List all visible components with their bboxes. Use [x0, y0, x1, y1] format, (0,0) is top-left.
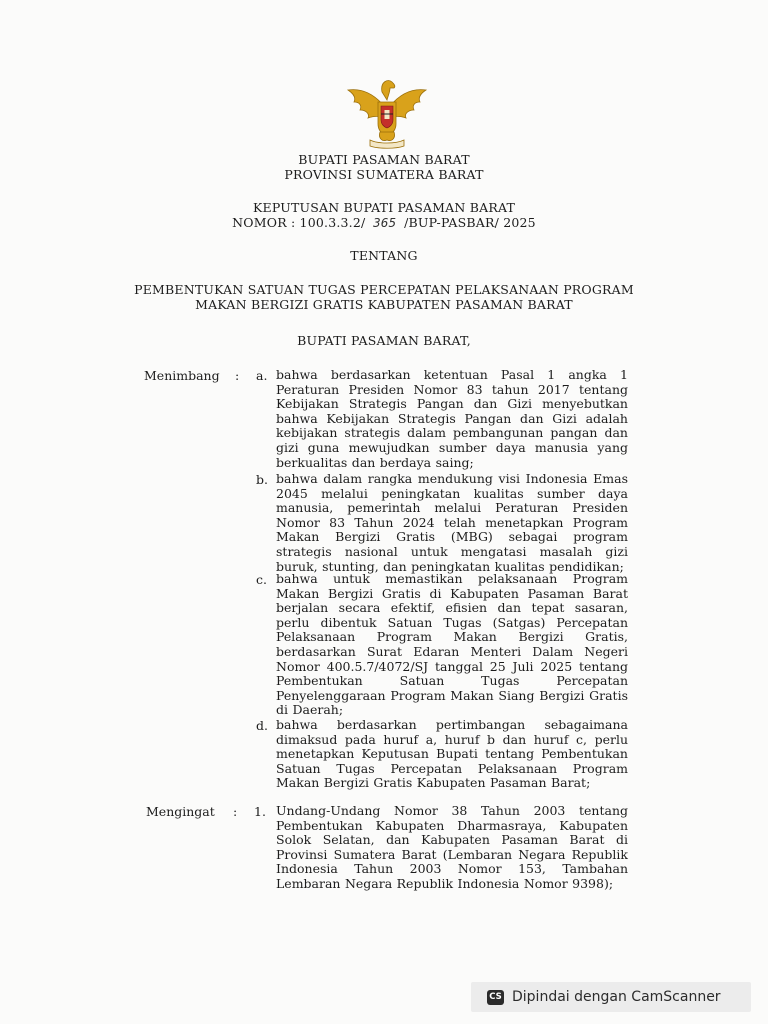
- menimbang-colon: :: [235, 368, 240, 383]
- subject-line-1: PEMBENTUKAN SATUAN TUGAS PERCEPATAN PELAKSANAAN PROGRAM: [134, 282, 634, 297]
- garuda-pancasila-emblem-icon: [344, 72, 430, 150]
- issuer-title: BUPATI PASAMAN BARAT: [298, 152, 470, 167]
- menimbang-item-marker: a.: [256, 368, 268, 383]
- camscanner-watermark: [471, 982, 751, 1012]
- province-title: PROVINSI SUMATERA BARAT: [284, 167, 484, 182]
- mengingat-item-text: Undang-Undang Nomor 38 Tahun 2003 tentang Pembentukan Kabupaten Dharmasraya, Kabupaten Solok Selatan, dan Kabupaten Pasaman Barat di Provinsi Sumatera Barat (Lembaran Negara Republik Indonesia Tahun 2003 Nomor 153, Tambahan Lembaran Negara Republik Indonesia Nomor 9398);: [276, 803, 628, 891]
- menimbang-item-text: bahwa untuk memastikan pelaksanaan Program Makan Bergizi Gratis di Kabupaten Pasaman Barat berjalan secara efektif, efisien dan tepat sasaran, perlu dibentuk Satuan Tugas (Satgas) Percepatan Pelaksanaan Program Makan Bergizi Gratis, berdasarkan Surat Edaran Menteri Dalam Negeri Nomor 400.5.7/4072/SJ tanggal 25 Juli 2025 tentang Pembentukan Satuan Tugas Percepatan Penyelenggaraan Program Makan Siang Bergizi Gratis di Daerah;: [276, 571, 628, 718]
- decree-number-suffix: /BUP-PASBAR/ 2025: [404, 215, 536, 230]
- mengingat-item-marker: 1.: [254, 804, 266, 819]
- menimbang-item-marker: d.: [256, 718, 268, 733]
- decree-number-handwritten: 365: [365, 215, 405, 230]
- camscanner-logo-icon: CS: [487, 990, 504, 1005]
- menimbang-item-marker: c.: [256, 572, 267, 587]
- menimbang-item-text: bahwa berdasarkan ketentuan Pasal 1 angka 1 Peraturan Presiden Nomor 83 tahun 2017 tentang Kebijakan Strategis Pangan dan Gizi menyebutkan bahwa Kebijakan Strategis Pangan dan Gizi adalah kebijakan strategis dalam pembangunan pangan dan gizi guna mewujudkan sumber daya manusia yang berkualitas dan berdaya saing;: [276, 367, 628, 470]
- mengingat-label: Mengingat: [146, 804, 215, 819]
- decree-number-prefix: NOMOR : 100.3.3.2/: [232, 215, 366, 230]
- decree-title: KEPUTUSAN BUPATI PASAMAN BARAT: [252, 200, 516, 215]
- menimbang-label: Menimbang: [144, 368, 220, 383]
- menimbang-item-text: bahwa dalam rangka mendukung visi Indonesia Emas 2045 melalui peningkatan kualitas sumber daya manusia, pemerintah melalui Peraturan Presiden Nomor 83 Tahun 2024 telah menetapkan Program Makan Bergizi Gratis (MBG) sebagai program strategis nasional untuk mengatasi masalah gizi buruk, stunting, dan peningkatan kualitas pendidikan;: [276, 471, 628, 574]
- subject-line-2: MAKAN BERGIZI GRATIS KABUPATEN PASAMAN BARAT: [195, 297, 573, 312]
- menimbang-item-marker: b.: [256, 472, 268, 487]
- issuer-salutation: BUPATI PASAMAN BARAT,: [297, 333, 471, 348]
- menimbang-item-text: bahwa berdasarkan pertimbangan sebagaimana dimaksud pada huruf a, huruf b dan huruf c, perlu menetapkan Keputusan Bupati tentang Pembentukan Satuan Tugas Percepatan Pelaksanaan Program Makan Bergizi Gratis Kabupaten Pasaman Barat;: [276, 717, 628, 791]
- about-heading: TENTANG: [350, 248, 418, 263]
- mengingat-colon: :: [233, 804, 238, 819]
- decree-number: [0, 215, 768, 230]
- camscanner-label: Dipindai dengan CamScanner: [512, 989, 721, 1005]
